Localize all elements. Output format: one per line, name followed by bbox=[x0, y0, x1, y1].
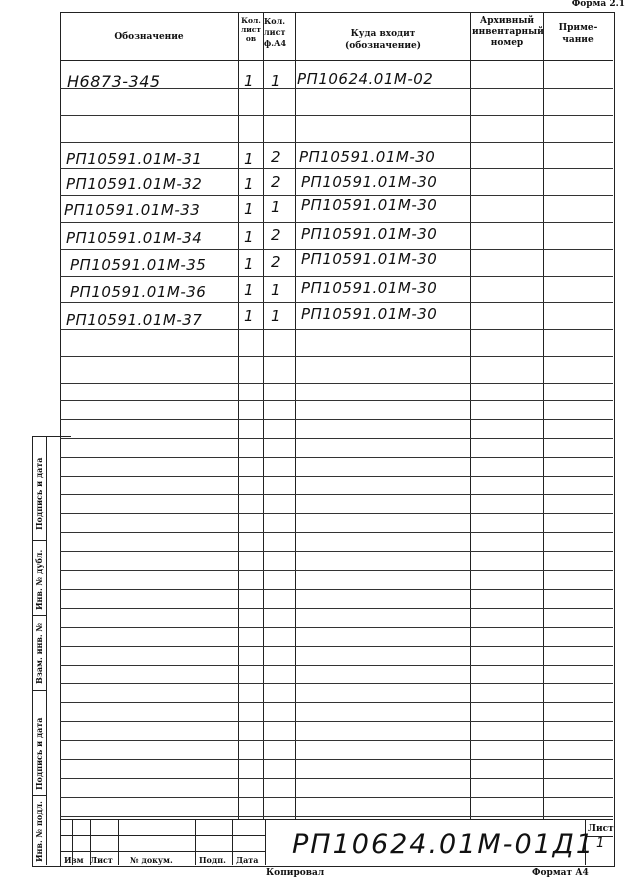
row-2-where: РП10591.01М-30 bbox=[299, 148, 436, 166]
row-4-a4: 1 bbox=[271, 198, 282, 216]
row-5-a4: 2 bbox=[271, 226, 282, 244]
form-label: Форма 2.1 bbox=[571, 0, 625, 9]
table-row-line bbox=[60, 115, 613, 116]
row-4-where: РП10591.01М-30 bbox=[301, 196, 438, 214]
tb-date: Дата bbox=[236, 855, 259, 865]
table-row-line bbox=[60, 551, 613, 552]
header-where-used: Куда входит (обозначение) bbox=[345, 29, 421, 51]
tb-sheet-label: Лист bbox=[588, 824, 614, 834]
table-row-line bbox=[60, 608, 613, 609]
table-row-line bbox=[60, 400, 613, 401]
tb-list: Лист bbox=[90, 855, 113, 865]
table-row-line bbox=[60, 302, 613, 303]
table-row-line bbox=[60, 532, 613, 533]
row-1-where: РП10624.01М-02 bbox=[297, 70, 434, 88]
row-2-designation: РП10591.01М-31 bbox=[66, 150, 203, 168]
table-row-line bbox=[60, 589, 613, 590]
side-inv-dup: Инв. № дубл. bbox=[34, 549, 44, 610]
row-4-designation: РП10591.01М-33 bbox=[64, 201, 201, 219]
header-sheets-a4: Кол. лист ф.А4 bbox=[264, 16, 287, 48]
tb-sheet-value: 1 bbox=[596, 836, 605, 851]
row-3-sheets: 1 bbox=[244, 175, 255, 193]
row-7-where: РП10591.01М-30 bbox=[301, 279, 438, 297]
table-row-line bbox=[60, 222, 613, 223]
side-sign-date-1: Подпись и дата bbox=[34, 457, 44, 530]
row-6-a4: 2 bbox=[271, 253, 282, 271]
table-row-line bbox=[60, 759, 613, 760]
table-row-line bbox=[60, 665, 613, 666]
header-designation: Обозначение bbox=[114, 32, 184, 42]
table-row-line bbox=[60, 816, 613, 817]
row-8-where: РП10591.01М-30 bbox=[301, 305, 438, 323]
table-row-line bbox=[60, 356, 613, 357]
row-8-designation: РП10591.01М-37 bbox=[66, 311, 203, 329]
table-row-line bbox=[60, 570, 613, 571]
row-4-sheets: 1 bbox=[244, 200, 255, 218]
table-row-line bbox=[60, 740, 613, 741]
footer-format: Формат А4 bbox=[532, 868, 589, 878]
row-2-sheets: 1 bbox=[244, 150, 255, 168]
row-3-designation: РП10591.01М-32 bbox=[66, 175, 203, 193]
header-archive: Архивный инвентарный номер bbox=[472, 16, 544, 48]
table-row-line bbox=[60, 476, 613, 477]
row-7-designation: РП10591.01М-36 bbox=[70, 283, 207, 301]
tb-izm: Изм bbox=[64, 855, 84, 865]
tb-doc-no: № докум. bbox=[130, 855, 173, 865]
row-3-where: РП10591.01М-30 bbox=[301, 173, 438, 191]
form-frame bbox=[60, 12, 615, 867]
header-sheets-count: Кол. листов bbox=[240, 16, 262, 43]
table-row-line bbox=[60, 778, 613, 779]
row-5-where: РП10591.01М-30 bbox=[301, 225, 438, 243]
tb-sign: Подп. bbox=[199, 855, 226, 865]
table-row-line bbox=[60, 142, 613, 143]
row-8-sheets: 1 bbox=[244, 307, 255, 325]
table-row-line bbox=[60, 646, 613, 647]
table-row-line bbox=[60, 627, 613, 628]
row-7-a4: 1 bbox=[271, 281, 282, 299]
tb-doc-number: РП10624.01М-01Д1 bbox=[292, 829, 596, 860]
table-row-line bbox=[60, 419, 613, 420]
row-7-sheets: 1 bbox=[244, 281, 255, 299]
side-inv-orig: Инв. № подл. bbox=[34, 801, 44, 862]
table-row-line bbox=[60, 702, 613, 703]
table-row-line bbox=[60, 513, 613, 514]
footer-copied: Копировал bbox=[266, 868, 325, 878]
row-1-sheets: 1 bbox=[244, 72, 255, 90]
table-row-line bbox=[60, 721, 613, 722]
table-row-line bbox=[60, 683, 613, 684]
table-row-line bbox=[60, 383, 613, 384]
row-6-sheets: 1 bbox=[244, 255, 255, 273]
table-row-line bbox=[60, 329, 613, 330]
row-5-designation: РП10591.01М-34 bbox=[66, 229, 203, 247]
table-row-line bbox=[60, 438, 613, 439]
table-row-line bbox=[60, 494, 613, 495]
side-instead-inv: Взам. инв. № bbox=[34, 622, 44, 684]
row-1-a4: 1 bbox=[271, 72, 282, 90]
row-3-a4: 2 bbox=[271, 173, 282, 191]
table-row-line bbox=[60, 457, 613, 458]
side-sign-date-2: Подпись и дата bbox=[34, 717, 44, 790]
table-row-line bbox=[60, 797, 613, 798]
row-6-designation: РП10591.01М-35 bbox=[70, 256, 207, 274]
row-8-a4: 1 bbox=[271, 307, 282, 325]
header-note: Приме- чание bbox=[558, 23, 598, 45]
table-row-line bbox=[60, 168, 613, 169]
table-row-line bbox=[60, 276, 613, 277]
row-1-designation: Н6873-345 bbox=[67, 72, 161, 91]
row-2-a4: 2 bbox=[271, 148, 282, 166]
row-6-where: РП10591.01М-30 bbox=[301, 250, 438, 268]
row-5-sheets: 1 bbox=[244, 228, 255, 246]
